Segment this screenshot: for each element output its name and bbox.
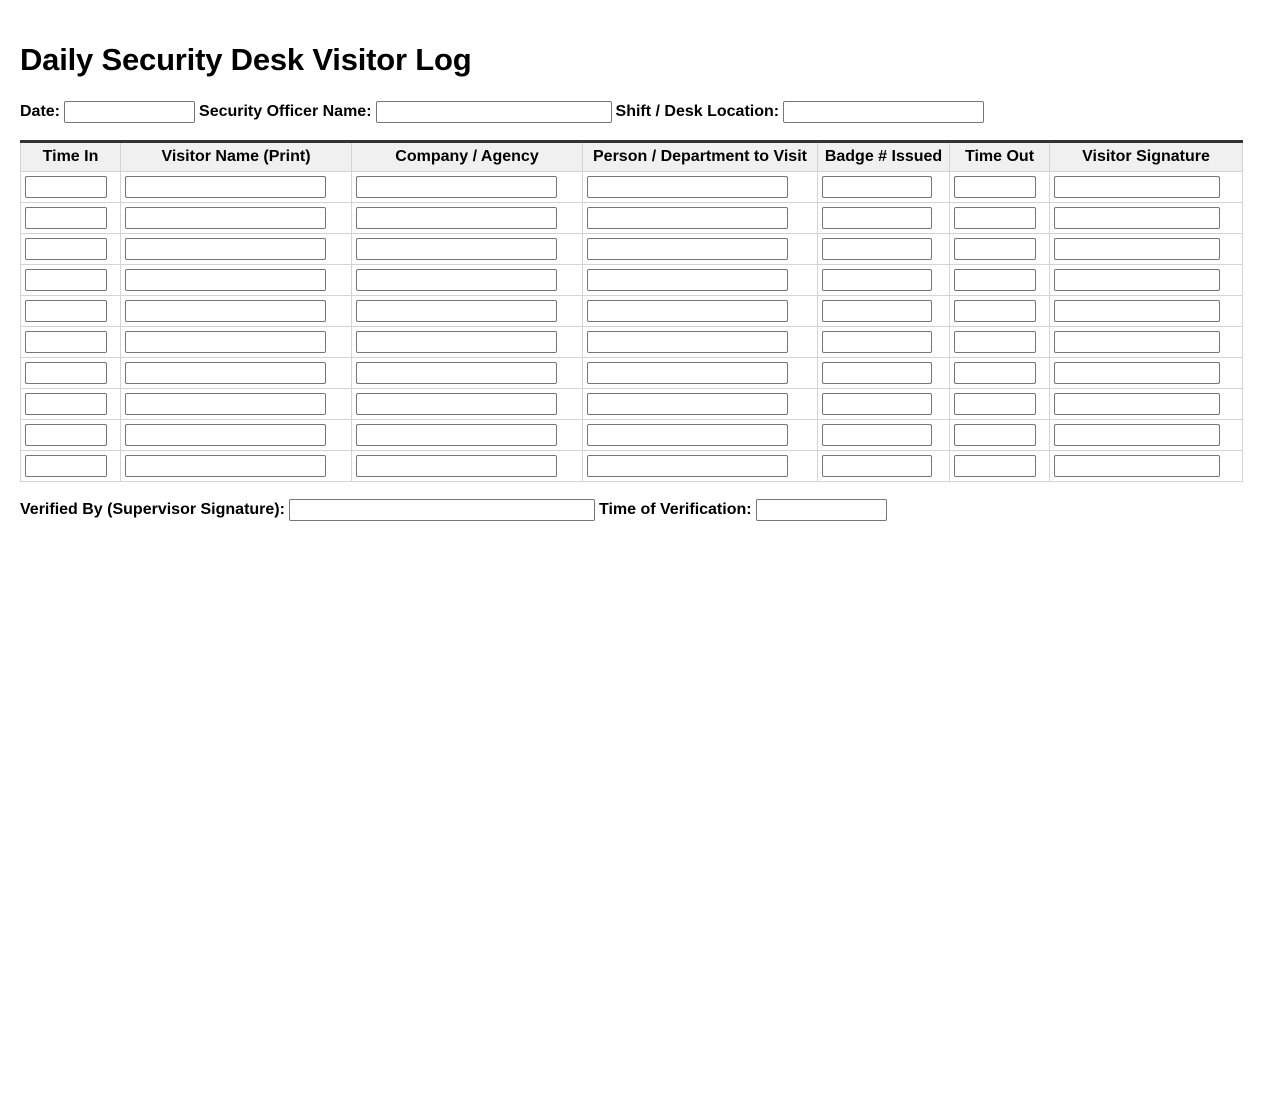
table-cell xyxy=(121,234,352,265)
table-cell xyxy=(583,451,818,482)
column-header-badge-number: Badge # Issued xyxy=(818,142,950,172)
person-to-visit-input[interactable] xyxy=(587,331,788,353)
table-cell xyxy=(21,420,121,451)
visitor-name-input[interactable] xyxy=(125,424,326,446)
table-cell xyxy=(352,420,583,451)
table-cell xyxy=(1050,172,1243,203)
column-header-visitor-name: Visitor Name (Print) xyxy=(121,142,352,172)
table-cell xyxy=(818,451,950,482)
table-cell xyxy=(950,265,1050,296)
time-out-input[interactable] xyxy=(954,331,1036,353)
table-cell xyxy=(818,420,950,451)
table-cell xyxy=(818,265,950,296)
officer-name-input[interactable] xyxy=(376,101,612,123)
table-cell xyxy=(583,296,818,327)
visitor-name-input[interactable] xyxy=(125,300,326,322)
verification-time-input[interactable] xyxy=(756,499,887,521)
column-header-person-to-visit: Person / Department to Visit xyxy=(583,142,818,172)
time-out-input[interactable] xyxy=(954,269,1036,291)
visitor-signature-input[interactable] xyxy=(1054,362,1220,384)
table-cell xyxy=(352,296,583,327)
table-cell xyxy=(352,203,583,234)
column-header-visitor-signature: Visitor Signature xyxy=(1050,142,1243,172)
table-row xyxy=(21,358,1243,389)
table-cell xyxy=(818,296,950,327)
visitor-log-table xyxy=(20,140,1243,482)
officer-name-label: Security Officer Name: xyxy=(199,103,372,120)
person-to-visit-input[interactable] xyxy=(587,424,788,446)
table-cell xyxy=(818,172,950,203)
table-cell xyxy=(21,172,121,203)
table-cell xyxy=(121,296,352,327)
table-cell xyxy=(818,358,950,389)
table-row xyxy=(21,296,1243,327)
person-to-visit-input[interactable] xyxy=(587,269,788,291)
table-cell xyxy=(1050,234,1243,265)
table-cell xyxy=(21,203,121,234)
table-row xyxy=(21,327,1243,358)
person-to-visit-input[interactable] xyxy=(587,238,788,260)
table-cell xyxy=(1050,451,1243,482)
verification-time-label: Time of Verification: xyxy=(598,501,752,518)
time-out-input[interactable] xyxy=(954,176,1036,198)
table-cell xyxy=(21,358,121,389)
table-cell xyxy=(583,203,818,234)
time-out-input[interactable] xyxy=(954,362,1036,384)
visitor-signature-input[interactable] xyxy=(1054,238,1220,260)
table-cell xyxy=(1050,420,1243,451)
time-out-input[interactable] xyxy=(954,455,1036,477)
table-cell xyxy=(1050,296,1243,327)
badge-number-input[interactable] xyxy=(822,207,932,229)
table-cell xyxy=(818,389,950,420)
table-cell xyxy=(818,203,950,234)
table-cell xyxy=(583,389,818,420)
table-cell xyxy=(818,234,950,265)
visitor-name-input[interactable] xyxy=(125,455,326,477)
badge-number-input[interactable] xyxy=(822,393,932,415)
table-cell xyxy=(950,203,1050,234)
table-cell xyxy=(1050,327,1243,358)
company-input[interactable] xyxy=(356,176,557,198)
table-cell xyxy=(21,451,121,482)
person-to-visit-input[interactable] xyxy=(587,393,788,415)
table-row xyxy=(21,172,1243,203)
badge-number-input[interactable] xyxy=(822,424,932,446)
table-cell xyxy=(121,327,352,358)
table-cell xyxy=(583,420,818,451)
table-cell xyxy=(950,234,1050,265)
visitor-name-input[interactable] xyxy=(125,362,326,384)
time-in-input[interactable] xyxy=(25,331,107,353)
company-input[interactable] xyxy=(356,393,557,415)
visitor-name-input[interactable] xyxy=(125,207,326,229)
table-body xyxy=(21,172,1243,482)
table-cell xyxy=(1050,203,1243,234)
table-cell xyxy=(352,358,583,389)
person-to-visit-input[interactable] xyxy=(587,176,788,198)
date-input[interactable] xyxy=(64,101,195,123)
company-input[interactable] xyxy=(356,331,557,353)
table-cell xyxy=(950,296,1050,327)
time-out-input[interactable] xyxy=(954,300,1036,322)
visitor-name-input[interactable] xyxy=(125,393,326,415)
footer-fields xyxy=(20,498,1242,522)
time-out-input[interactable] xyxy=(954,238,1036,260)
company-input[interactable] xyxy=(356,269,557,291)
badge-number-input[interactable] xyxy=(822,300,932,322)
table-cell xyxy=(21,296,121,327)
table-row xyxy=(21,420,1243,451)
table-cell xyxy=(121,172,352,203)
company-input[interactable] xyxy=(356,362,557,384)
table-cell xyxy=(21,389,121,420)
table-row xyxy=(21,389,1243,420)
table-row xyxy=(21,451,1243,482)
table-cell xyxy=(121,420,352,451)
person-to-visit-input[interactable] xyxy=(587,455,788,477)
table-row xyxy=(21,234,1243,265)
table-cell xyxy=(121,389,352,420)
time-in-input[interactable] xyxy=(25,207,107,229)
supervisor-signature-input[interactable] xyxy=(289,499,595,521)
table-cell xyxy=(121,203,352,234)
table-cell xyxy=(352,327,583,358)
column-header-time-out: Time Out xyxy=(950,142,1050,172)
date-label: Date: xyxy=(20,103,61,120)
shift-location-input[interactable] xyxy=(783,101,984,123)
visitor-name-input[interactable] xyxy=(125,331,326,353)
table-cell xyxy=(1050,358,1243,389)
table-cell xyxy=(583,327,818,358)
company-input[interactable] xyxy=(356,238,557,260)
time-in-input[interactable] xyxy=(25,424,107,446)
badge-number-input[interactable] xyxy=(822,238,932,260)
visitor-signature-input[interactable] xyxy=(1054,424,1220,446)
time-in-input[interactable] xyxy=(25,176,107,198)
table-cell xyxy=(1050,265,1243,296)
visitor-signature-input[interactable] xyxy=(1054,269,1220,291)
table-cell xyxy=(950,420,1050,451)
visitor-signature-input[interactable] xyxy=(1054,455,1220,477)
table-cell xyxy=(950,358,1050,389)
visitor-signature-input[interactable] xyxy=(1054,176,1220,198)
badge-number-input[interactable] xyxy=(822,176,932,198)
table-cell xyxy=(583,172,818,203)
time-in-input[interactable] xyxy=(25,362,107,384)
visitor-signature-input[interactable] xyxy=(1054,207,1220,229)
time-out-input[interactable] xyxy=(954,393,1036,415)
person-to-visit-input[interactable] xyxy=(587,300,788,322)
table-cell xyxy=(21,327,121,358)
table-cell xyxy=(818,327,950,358)
table-cell xyxy=(121,358,352,389)
table-cell xyxy=(583,265,818,296)
company-input[interactable] xyxy=(356,455,557,477)
table-cell xyxy=(583,358,818,389)
visitor-name-input[interactable] xyxy=(125,238,326,260)
time-out-input[interactable] xyxy=(954,424,1036,446)
table-cell xyxy=(950,389,1050,420)
table-cell xyxy=(121,265,352,296)
visitor-signature-input[interactable] xyxy=(1054,331,1220,353)
page-title: Daily Security Desk Visitor Log xyxy=(20,42,472,77)
table-cell xyxy=(352,265,583,296)
company-input[interactable] xyxy=(356,424,557,446)
table-cell xyxy=(21,234,121,265)
time-in-input[interactable] xyxy=(25,393,107,415)
table-cell xyxy=(950,172,1050,203)
table-cell xyxy=(21,265,121,296)
header-fields xyxy=(20,100,1242,124)
time-in-input[interactable] xyxy=(25,238,107,260)
person-to-visit-input[interactable] xyxy=(587,207,788,229)
visitor-name-input[interactable] xyxy=(125,176,326,198)
visitor-name-input[interactable] xyxy=(125,269,326,291)
badge-number-input[interactable] xyxy=(822,362,932,384)
table-row xyxy=(21,265,1243,296)
person-to-visit-input[interactable] xyxy=(587,362,788,384)
badge-number-input[interactable] xyxy=(822,455,932,477)
badge-number-input[interactable] xyxy=(822,331,932,353)
table-header-row xyxy=(21,142,1243,172)
time-out-input[interactable] xyxy=(954,207,1036,229)
time-in-input[interactable] xyxy=(25,300,107,322)
table-cell xyxy=(583,234,818,265)
company-input[interactable] xyxy=(356,300,557,322)
table-cell xyxy=(1050,389,1243,420)
time-in-input[interactable] xyxy=(25,269,107,291)
badge-number-input[interactable] xyxy=(822,269,932,291)
table-cell xyxy=(121,451,352,482)
table-cell xyxy=(950,327,1050,358)
table-cell xyxy=(352,451,583,482)
column-header-time-in: Time In xyxy=(21,142,121,172)
column-header-company: Company / Agency xyxy=(352,142,583,172)
company-input[interactable] xyxy=(356,207,557,229)
table-cell xyxy=(352,234,583,265)
verified-by-label: Verified By (Supervisor Signature): xyxy=(20,501,285,518)
table-cell xyxy=(950,451,1050,482)
visitor-signature-input[interactable] xyxy=(1054,393,1220,415)
visitor-signature-input[interactable] xyxy=(1054,300,1220,322)
time-in-input[interactable] xyxy=(25,455,107,477)
table-cell xyxy=(352,389,583,420)
table-cell xyxy=(352,172,583,203)
shift-location-label: Shift / Desk Location: xyxy=(615,103,780,120)
table-row xyxy=(21,203,1243,234)
